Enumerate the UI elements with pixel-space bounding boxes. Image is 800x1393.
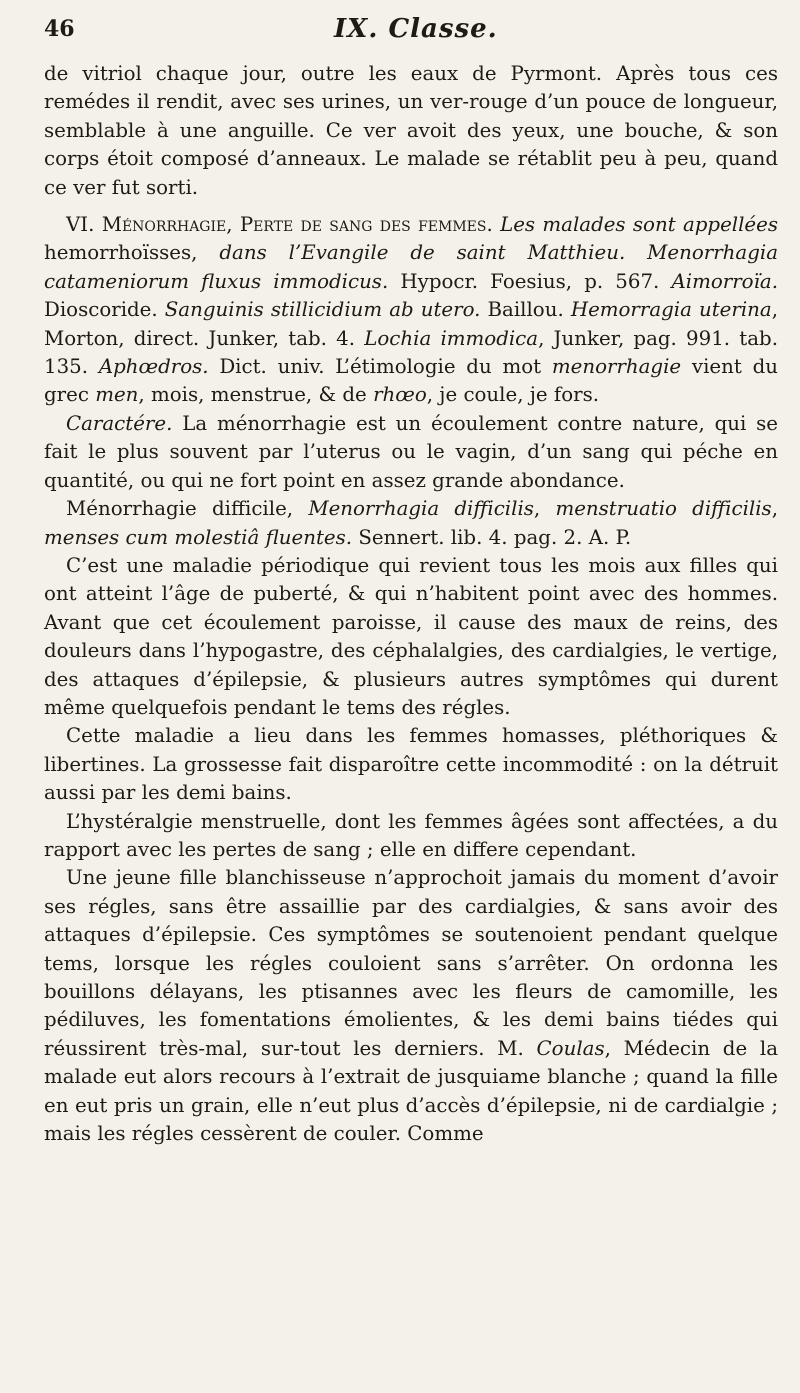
body-text [44,60,778,1148]
text-run: , Médecin de la malade eut alors recours à l’extrait de jusquiame blanche ; quand la fille en eut pris un grain, elle n’eut plus d’accès d’épilepsie, ni de cardialgie ; mais les régles cessèrent de couler. Comme [44,1036,778,1146]
small-caps-text: Ménorrhagie, Perte de sang des femmes. [101,213,493,237]
italic-text: Aphœdros. [98,355,209,379]
paragraph-jeune-fille [44,864,778,1148]
text-run: , Junker, pag. 991. tab. 135. [44,326,778,379]
italic-text: men [95,383,139,407]
paragraph-hysteralgie [44,808,778,865]
italic-text: Caractére. [66,411,173,435]
running-head: IX. Classe. [334,14,498,44]
paragraph-cette-maladie [44,722,778,807]
text-run: Ménorrhagie difficile, [66,497,309,521]
text-run: VI. [66,213,102,237]
paragraph-maladie-periodique [44,552,778,722]
text-run: C’est une maladie périodique qui revient tous les mois aux filles qui ont atteint l’âge de puberté, & qui n’habitent point avec des hommes. Avant que cet écoulement paroisse, il cause des maux de reins, des douleurs dans l’hypogastre, des céphalalgies, des cardialgies, le vertige, des attaques d’épilepsie, & plusieurs autres symptômes qui durent même quelquefois pendant le tems des régles. [44,553,778,719]
italic-text: rhœo [373,383,427,407]
page-number: 46 [44,16,75,42]
italic-text: Les malades sont appellées [500,213,778,237]
paragraph-menorrhagie-difficile [44,495,778,552]
page-header [44,14,778,60]
italic-text: menstruatio difficilis [555,497,772,521]
text-run: , je coule, je fors. [426,383,600,407]
text-run: , [771,497,778,521]
italic-text: Hemorragia uterina [570,298,772,322]
italic-text: Lochia immodica [364,326,539,350]
text-run: hemorrhoïsses, [44,241,220,265]
text-run: vient du grec [44,355,778,407]
text-run: Une jeune fille blanchisseuse n’approchoit jamais du moment d’avoir ses régles, sans être assaillie par des cardialgies, & sans avoir des attaques d’épilepsie. Ces symptômes se soutenoient pendant quelque tems, lorsque les régles couloient sans s’arrêter. On ordonna les bouillons délayans, les ptisannes avec les fleurs de camomille, les pédiluves, les fomentations émolientes, & les demi bains tiédes qui réussirent très-mal, sur-tout les derniers. M. [44,866,778,1060]
text-run: L’hystéralgie menstruelle, dont les femmes âgées sont affectées, a du rapport avec les pertes de sang ; elle en differe cependant. [44,809,778,861]
italic-text: Coulas [536,1036,605,1060]
text-run: , mois, menstrue, & de [138,383,374,407]
paragraph-menorrhagie-heading [44,211,778,410]
text-run: de vitriol chaque jour, outre les eaux de Pyrmont. Après tous ces remédes il rendit, avec ses urines, un ver-rouge d’un pouce de longueur, semblable à une anguille. Ce ver avoit des yeux, une bouche, & son corps étoit composé d’anneaux. Le malade se rétablit peu à peu, quand ce ver fut sorti. [44,62,778,199]
text-run: La ménorrhagie est un écoulement contre nature, qui se fait le plus souvent par l’uterus ou le vagin, d’un sang qui péche en quantité, ou qui ne fort point en assez grande abondance. [44,411,778,492]
text-run: Dict. univ. L’étimologie du mot [208,355,552,379]
italic-text: menorrhagie [551,355,682,379]
italic-text: Menorrhagia difficilis [308,497,534,521]
text-run: , [533,497,556,521]
text-run: , Morton, direct. Junker, tab. 4. [44,298,778,350]
text-run [493,213,500,236]
italic-text: dans l’Evangile de saint Matthieu. Menorrhagia catameniorum fluxus immodicus. [44,241,778,293]
italic-text: Sanguinis stillicidium ab utero. [164,298,481,322]
italic-text: menses cum molestiâ fluentes. [44,525,353,549]
text-run: Dioscoride. [44,298,165,322]
text-run: Cette maladie a lieu dans les femmes homasses, pléthoriques & libertines. La grossesse fait disparoître cette incommodité : on la détruit aussi par les demi bains. [44,724,778,805]
paragraph-caractere [44,410,778,495]
italic-text: Aimorroïa. [671,269,778,293]
paragraph-continuation [44,60,778,202]
text-run: Hypocr. Foesius, p. 567. [388,269,672,293]
text-run: Sennert. lib. 4. pag. 2. A. P. [352,525,632,549]
text-run: Baillou. [480,298,571,322]
